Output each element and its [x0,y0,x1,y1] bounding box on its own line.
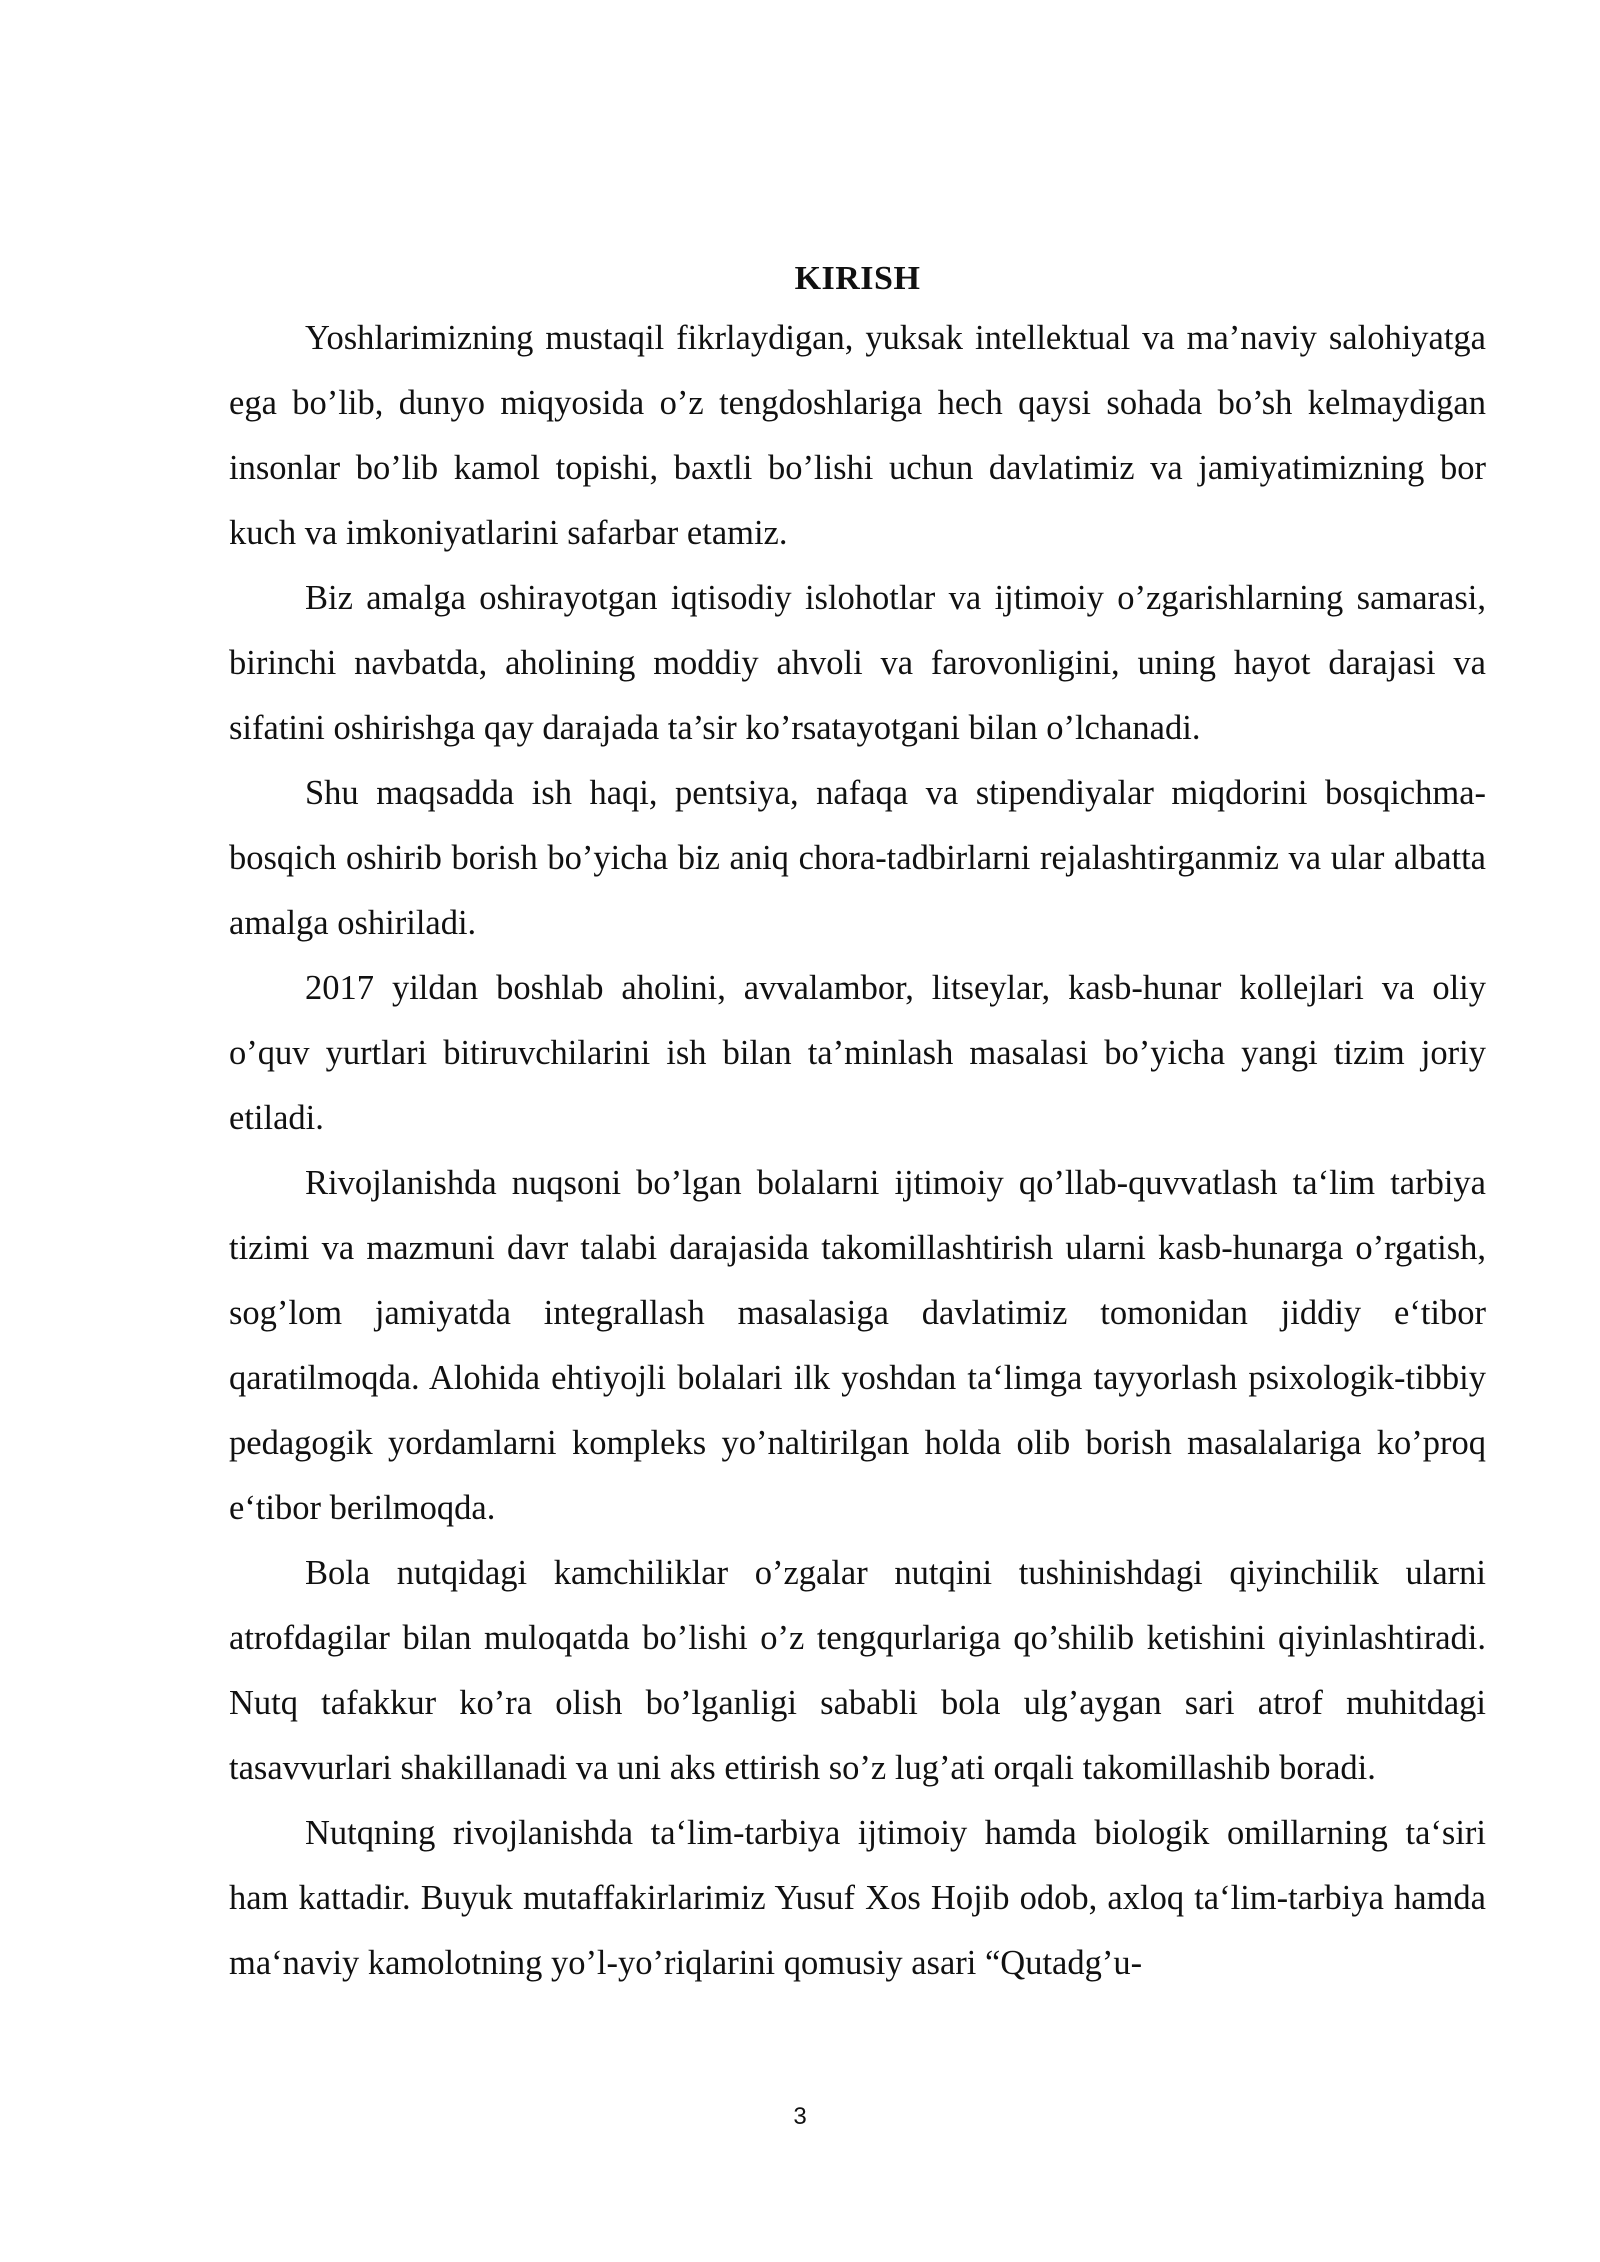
paragraph-5: Rivojlanishda nuqsoni bo’lgan bolalarni ijtimoiy qo’llab-quvvatlash ta‘lim tarbiya tizimi va mazmuni davr talabi darajasida takomillashtirish ularni kasb-hunarga o’rgatish, sog’lom jamiyatda integrallash masalasiga davlatimiz tomonidan jiddiy e‘tibor qaratilmoqda. Alohida ehtiyojli bolalari ilk yoshdan ta‘limga tayyorlash psixologik-tibbiy pedagogik yordamlarni kompleks yo’naltirilgan holda olib borish masalalariga ko’proq e‘tibor berilmoqda. [229,1164,1486,1527]
paragraph-7: Nutqning rivojlanishda ta‘lim-tarbiya ijtimoiy hamda biologik omillarning ta‘siri ham kattadir. Buyuk mutaffakirlarimiz Yusuf Xos Hojib odob, axloq ta‘lim-tarbiya hamda ma‘naviy kamolotning yo’l-yo’riqlarini qomusiy asari “Qutadg’u- [229,1814,1486,1982]
paragraph-1: Yoshlarimizning mustaqil fikrlaydigan, yuksak intellektual va ma’naviy salohiyatga ega bo’lib, dunyo miqyosida o’z tengdoshlariga hech qaysi sohada bo’sh kelmaydigan insonlar bo’lib kamol topishi, baxtli bo’lishi uchun davlatimiz va jamiyatimizning bor kuch va imkoniyatlarini safarbar etamiz. [229,319,1486,552]
section-title: KIRISH [794,260,921,297]
paragraph-4: 2017 yildan boshlab aholini, avvalambor, litseylar, kasb-hunar kollejlari va oliy o’quv yurtlari bitiruvchilarini ish bilan ta’minlash masalasi bo’yicha yangi tizim joriy etiladi. [229,969,1486,1137]
paragraph-2: Biz amalga oshirayotgan iqtisodiy islohotlar va ijtimoiy o’zgarishlarning samarasi, birinchi navbatda, aholining moddiy ahvoli va farovonligini, uning hayot darajasi va sifatini oshirishga qay darajada ta’sir ko’rsatayotgani bilan o’lchanadi. [229,579,1486,747]
paragraph-3: Shu maqsadda ish haqi, pentsiya, nafaqa va stipendiyalar miqdorini bosqichma-bosqich oshirib borish bo’yicha biz aniq chora-tadbirlarni rejalashtirganmiz va ular albatta amalga oshiriladi. [229,774,1486,942]
paragraph-6: Bola nutqidagi kamchiliklar o’zgalar nutqini tushinishdagi qiyinchilik ularni atrofdagilar bilan muloqatda bo’lishi o’z tengqurlariga qo’shilib ketishini qiyinlashtiradi. Nutq tafakkur ko’ra olish bo’lganligi sababli bola ulg’aygan sari atrof muhitdagi tasavvurlari shakillanadi va uni aks ettirish so’z lug’ati orqali takomillashib boradi. [229,1554,1486,1787]
page-body [229,255,1486,1996]
page-number: 3 [793,2103,807,2130]
